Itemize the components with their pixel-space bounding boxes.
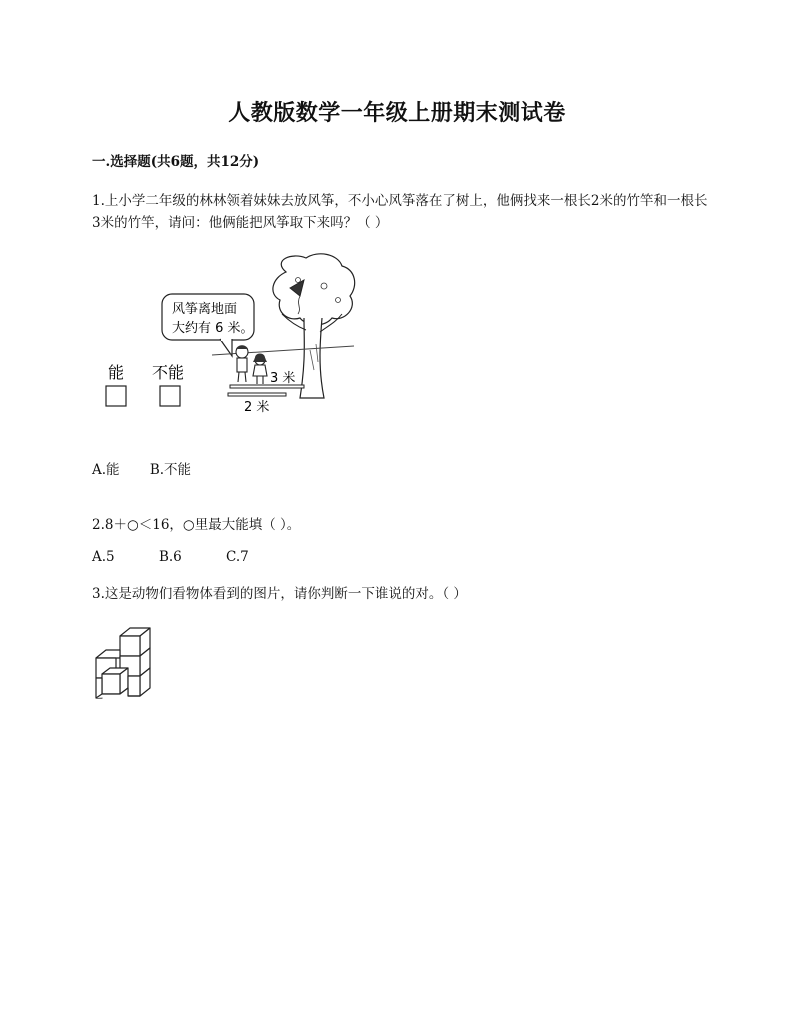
pole-2m-label: 2 米 [244, 400, 270, 415]
option-a[interactable]: A.能 [92, 462, 120, 478]
section-heading: 一.选择题(共6题，共12分) [92, 154, 260, 170]
option-a[interactable]: A.5 [92, 549, 115, 565]
checkbox-cannot[interactable] [160, 386, 180, 406]
question-2-options [92, 549, 289, 565]
checkbox-can[interactable] [106, 386, 126, 406]
option-c[interactable]: C.7 [226, 549, 249, 565]
speech-line-2: 大约有 6 米。 [172, 321, 254, 336]
page-title: 人教版数学一年级上册期末测试卷 [228, 100, 566, 126]
cube-stack-figure [88, 624, 158, 706]
question-2-text: 2.8＋○＜16，○里最大能填（ ）。 [92, 517, 301, 533]
girl-icon [253, 354, 267, 385]
kite-tree-illustration [92, 250, 362, 420]
question-1-text: 1.上小学二年级的林林领着妹妹去放风筝，不小心风筝落在了树上，他俩找来一根长2米的竹竿和一根长3米的竹竿，请问：他俩能把风筝取下来吗？（ ） [92, 193, 708, 231]
ground-line [212, 346, 354, 355]
checkbox-label-can: 能 [108, 363, 125, 382]
pole-3m-label: 3 米 [270, 371, 296, 386]
option-b[interactable]: B.6 [158, 549, 182, 565]
speech-line-1: 风筝离地面 [172, 302, 238, 317]
option-b[interactable]: B.不能 [149, 462, 192, 478]
boy-icon [236, 345, 248, 382]
pole-3m [230, 370, 304, 388]
checkbox-label-cannot: 不能 [152, 363, 185, 382]
question-3-text: 3.这是动物们看物体看到的图片，请你判断一下谁说的对。（ ） [92, 586, 467, 602]
pole-2m [228, 393, 286, 415]
question-1-options [92, 458, 217, 478]
